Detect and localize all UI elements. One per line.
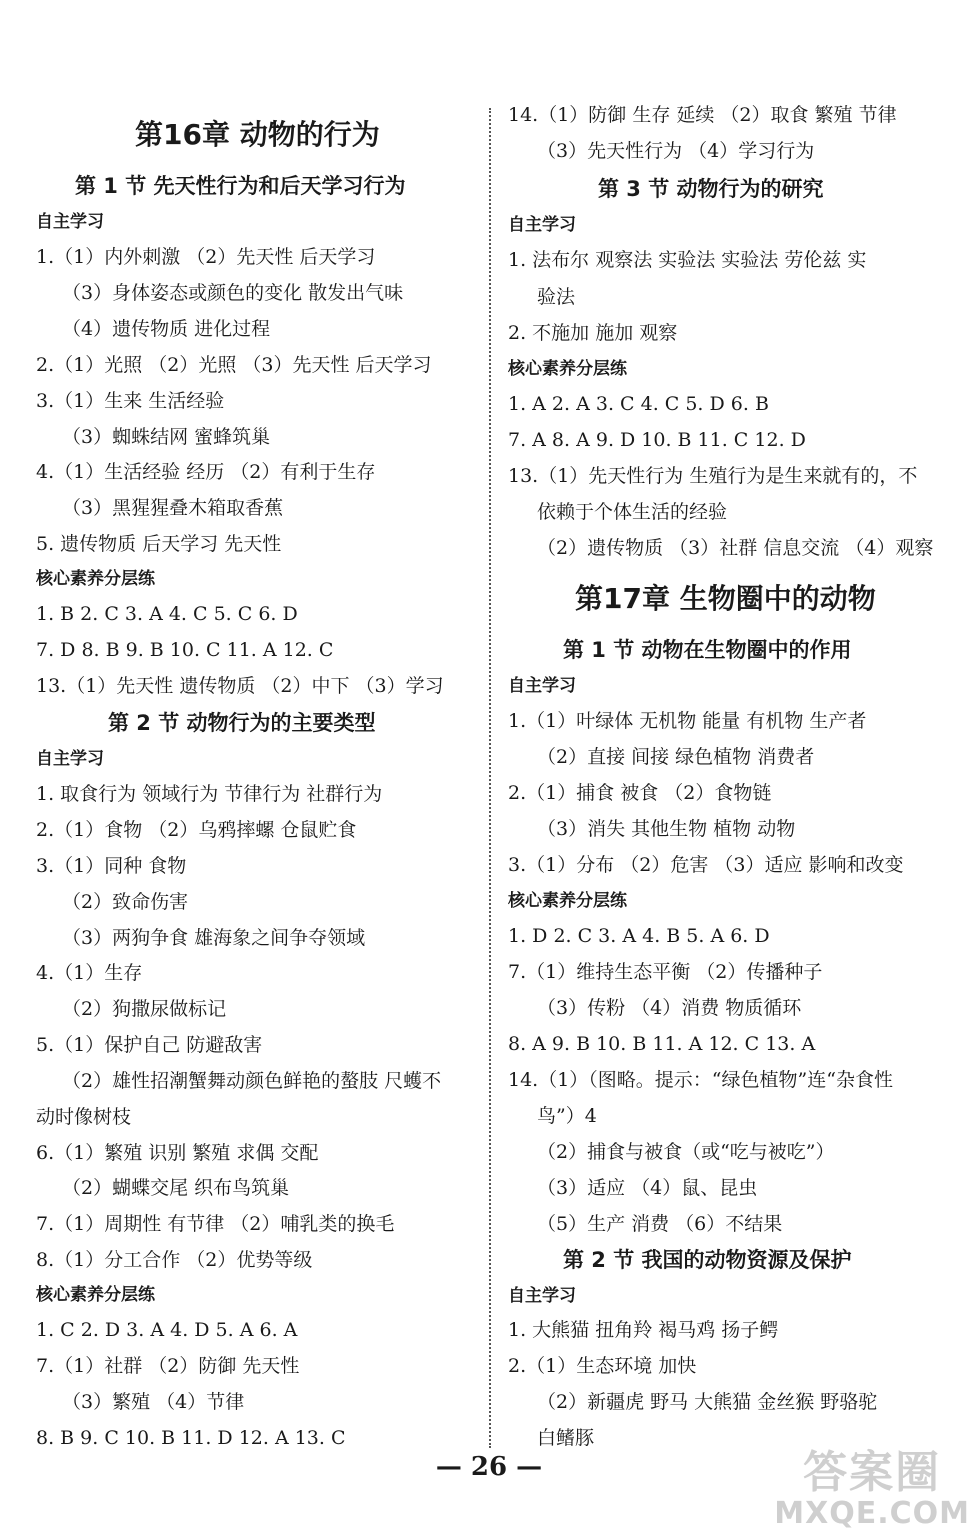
watermark-logo (774, 1446, 970, 1531)
chapter-17-title: 第17章 生物圈中的动物 (575, 582, 876, 615)
answer-line: （3）两狗争食 雄海象之间争夺领域 (62, 927, 366, 949)
section-1-title: 第 1 节 先天性行为和后天学习行为 (75, 174, 406, 198)
answer-line: 3.（1）生来 生活经验 (36, 390, 225, 412)
answer-line: （2）狗撒尿做标记 (62, 998, 227, 1020)
section-17-1-title: 第 1 节 动物在生物圈中的作用 (563, 638, 852, 662)
core-practice-label: 核心素养分层练 (508, 359, 627, 379)
core-practice-label: 核心素养分层练 (508, 891, 627, 911)
answer-line: 1. C 2. D 3. A 4. D 5. A 6. A (36, 1319, 298, 1341)
answer-line: 鸟”）4 (537, 1105, 597, 1127)
core-practice-label: 核心素养分层练 (36, 1285, 155, 1305)
answer-line: 白鳍豚 (537, 1427, 595, 1449)
answer-line: （2）致命伤害 (62, 891, 189, 913)
answer-line: （2）遗传物质 （3）社群 信息交流 （4）观察 (537, 537, 934, 559)
answer-line: 7. D 8. B 9. B 10. C 11. A 12. C (36, 639, 334, 661)
chapter-16-title: 第16章 动物的行为 (135, 118, 380, 151)
answer-line: （2）雄性招潮蟹舞动颜色鲜艳的螯肢 尺蠖不 (62, 1070, 442, 1092)
answer-line: （3）蜘蛛结网 蜜蜂筑巢 (62, 426, 271, 448)
self-study-label: 自主学习 (508, 215, 576, 235)
watermark-line-1: 答案圈 (803, 1446, 942, 1498)
answer-line: 1. D 2. C 3. A 4. B 5. A 6. D (508, 925, 770, 947)
answer-line: 1.（1）叶绿体 无机物 能量 有机物 生产者 (508, 710, 867, 732)
answer-line: （3）消失 其他生物 植物 动物 (537, 818, 796, 840)
self-study-label: 自主学习 (36, 749, 104, 769)
self-study-label: 自主学习 (508, 676, 576, 696)
answer-line: 8. A 9. B 10. B 11. A 12. C 13. A (508, 1033, 816, 1055)
answer-line: 1. 取食行为 领域行为 节律行为 社群行为 (36, 783, 383, 805)
answer-line: 13.（1）先天性 遗传物质 （2）中下 （3）学习 (36, 675, 444, 697)
answer-line: 7.（1）社群 （2）防御 先天性 (36, 1355, 300, 1377)
core-practice-label: 核心素养分层练 (36, 569, 155, 589)
answer-line: 2.（1）食物 （2）乌鸦摔螺 仓鼠贮食 (36, 819, 357, 841)
answer-line: （3）传粉 （4）消费 物质循环 (537, 997, 802, 1019)
answer-line: 2.（1）光照 （2）光照 （3）先天性 后天学习 (36, 354, 432, 376)
answer-line: 14.（1）防御 生存 延续 （2）取食 繁殖 节律 (508, 104, 897, 126)
column-divider (489, 108, 491, 1448)
answer-line: 4.（1）生存 (36, 962, 143, 984)
answer-line: 依赖于个体生活的经验 (537, 501, 728, 523)
watermark-line-2: MXQE.COM (774, 1496, 970, 1531)
answer-line: 2.（1）捕食 被食 （2）食物链 (508, 782, 772, 804)
section-3-title: 第 3 节 动物行为的研究 (598, 177, 824, 201)
answer-line: （3）身体姿态或颜色的变化 散发出气味 (62, 282, 404, 304)
answer-line: （2）蝴蝶交尾 织布鸟筑巢 (62, 1177, 290, 1199)
page-number: — 26 — (435, 1452, 543, 1482)
answer-line: 13.（1）先天性行为 生殖行为是生来就有的，不 (508, 465, 918, 487)
answer-line: 14.（1）（图略。提示：“绿色植物”连“杂食性 (508, 1069, 893, 1091)
answer-line: 1.（1）内外刺激 （2）先天性 后天学习 (36, 246, 376, 268)
answer-line: （3）繁殖 （4）节律 (62, 1391, 245, 1413)
answer-line: （2）捕食与被食（或“吃与被吃”） (537, 1141, 835, 1163)
answer-line: 2.（1）生态环境 加快 (508, 1355, 697, 1377)
answer-line: （3）黑猩猩叠木箱取香蕉 (62, 497, 284, 519)
answer-line: （3）适应 （4）鼠、昆虫 (537, 1177, 758, 1199)
answer-line: 3.（1）分布 （2）危害 （3）适应 影响和改变 (508, 854, 904, 876)
answer-line: 7. A 8. A 9. D 10. B 11. C 12. D (508, 429, 806, 451)
answer-line: 5. 遗传物质 后天学习 先天性 (36, 533, 282, 555)
answer-line: 5.（1）保护自己 防避敌害 (36, 1034, 263, 1056)
answer-line: （5）生产 消费 （6）不结果 (537, 1213, 783, 1235)
answer-line: （4）遗传物质 进化过程 (62, 318, 271, 340)
answer-line: （2）直接 间接 绿色植物 消费者 (537, 746, 815, 768)
answer-line: （2）新疆虎 野马 大熊猫 金丝猴 野骆驼 (537, 1391, 878, 1413)
section-17-2-title: 第 2 节 我国的动物资源及保护 (563, 1248, 852, 1272)
self-study-label: 自主学习 (36, 212, 104, 232)
answer-line: 2. 不施加 施加 观察 (508, 322, 678, 344)
answer-line: 1. B 2. C 3. A 4. C 5. C 6. D (36, 603, 298, 625)
answer-line: 8. B 9. C 10. B 11. D 12. A 13. C (36, 1427, 346, 1449)
answer-line: （3）先天性行为 （4）学习行为 (537, 140, 815, 162)
answer-line: 8.（1）分工合作 （2）优势等级 (36, 1249, 313, 1271)
answer-line: 1. A 2. A 3. C 4. C 5. D 6. B (508, 393, 769, 415)
answer-line: 6.（1）繁殖 识别 繁殖 求偶 交配 (36, 1142, 319, 1164)
answer-line: 验法 (537, 286, 576, 308)
answer-line: 4.（1）生活经验 经历 （2）有利于生存 (36, 461, 376, 483)
section-2-title: 第 2 节 动物行为的主要类型 (108, 711, 376, 735)
answer-line: 3.（1）同种 食物 (36, 855, 187, 877)
answer-line: 1. 大熊猫 扭角羚 褐马鸡 扬子鳄 (508, 1319, 779, 1341)
answer-line: 1. 法布尔 观察法 实验法 实验法 劳伦兹 实 (508, 249, 867, 271)
answer-line: 7.（1）周期性 有节律 （2）哺乳类的换毛 (36, 1213, 395, 1235)
self-study-label: 自主学习 (508, 1286, 576, 1306)
answer-line: 7.（1）维持生态平衡 （2）传播种子 (508, 961, 823, 983)
answer-line: 动时像树枝 (36, 1106, 132, 1128)
